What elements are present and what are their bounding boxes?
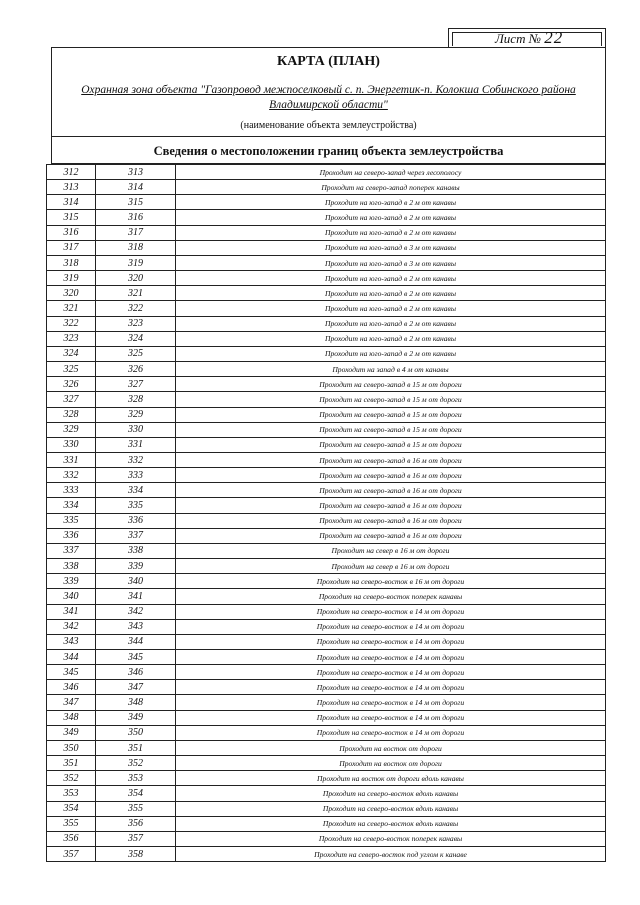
boundary-description-cell: Проходит на северо-запад в 15 м от дороги: [176, 437, 606, 452]
point-from-cell: 348: [47, 710, 96, 725]
point-from-cell: 355: [47, 816, 96, 831]
point-from-cell: 319: [47, 271, 96, 286]
point-from-cell: 339: [47, 574, 96, 589]
point-to-cell: 326: [96, 362, 176, 377]
point-to-cell: 347: [96, 680, 176, 695]
sheet-number: [495, 28, 563, 48]
boundary-description-cell: Проходит на север в 16 м от дороги: [176, 543, 606, 558]
point-from-cell: 329: [47, 422, 96, 437]
table-row: [47, 559, 605, 574]
point-from-cell: 356: [47, 831, 96, 846]
point-from-cell: 350: [47, 740, 96, 755]
table-row: [47, 528, 605, 543]
point-to-cell: 341: [96, 589, 176, 604]
table-row: [47, 574, 605, 589]
point-from-cell: 345: [47, 665, 96, 680]
boundary-description-cell: Проходит на северо-запад поперек канавы: [176, 180, 606, 195]
point-from-cell: 330: [47, 437, 96, 452]
table-row: [47, 210, 605, 225]
point-from-cell: 338: [47, 559, 96, 574]
point-to-cell: 351: [96, 740, 176, 755]
point-to-cell: 321: [96, 286, 176, 301]
boundary-description-cell: Проходит на восток от дороги вдоль канавы: [176, 771, 606, 786]
boundary-description-cell: Проходит на северо-восток поперек канавы: [176, 589, 606, 604]
page-title: КАРТА (ПЛАН): [277, 54, 380, 69]
point-from-cell: 344: [47, 650, 96, 665]
point-to-cell: 328: [96, 392, 176, 407]
document-header: [51, 47, 606, 164]
point-from-cell: 335: [47, 513, 96, 528]
point-to-cell: 342: [96, 604, 176, 619]
point-from-cell: 326: [47, 377, 96, 392]
point-to-cell: 319: [96, 255, 176, 270]
boundary-description-cell: Проходит на северо-восток в 14 м от дороги: [176, 665, 606, 680]
table-row: [47, 680, 605, 695]
boundary-table: [46, 164, 606, 862]
boundary-description-cell: Проходит на северо-запад в 16 м от дороги: [176, 483, 606, 498]
table-row: [47, 695, 605, 710]
point-to-cell: 316: [96, 210, 176, 225]
point-to-cell: 356: [96, 816, 176, 831]
point-to-cell: 346: [96, 665, 176, 680]
point-from-cell: 318: [47, 255, 96, 270]
point-to-cell: 322: [96, 301, 176, 316]
table-row: [47, 240, 605, 255]
point-to-cell: 355: [96, 801, 176, 816]
point-to-cell: 358: [96, 847, 176, 862]
boundary-description-cell: Проходит на северо-запад в 15 м от дороги: [176, 407, 606, 422]
boundary-description-cell: Проходит на юго-запад в 2 м от канавы: [176, 225, 606, 240]
sheet-number-value: 22: [544, 28, 564, 47]
point-to-cell: 349: [96, 710, 176, 725]
point-from-cell: 337: [47, 543, 96, 558]
point-to-cell: 333: [96, 468, 176, 483]
table-row: [47, 756, 605, 771]
boundary-description-cell: Проходит на восток от дороги: [176, 740, 606, 755]
boundary-description-cell: Проходит на восток от дороги: [176, 756, 606, 771]
table-row: [47, 619, 605, 634]
point-to-cell: 315: [96, 195, 176, 210]
boundary-description-cell: Проходит на северо-запад в 15 м от дороги: [176, 422, 606, 437]
boundary-table-body: [47, 165, 605, 861]
point-from-cell: 316: [47, 225, 96, 240]
point-from-cell: 336: [47, 528, 96, 543]
table-row: [47, 589, 605, 604]
point-from-cell: 354: [47, 801, 96, 816]
point-from-cell: 353: [47, 786, 96, 801]
table-row: [47, 301, 605, 316]
point-to-cell: 340: [96, 574, 176, 589]
point-to-cell: 332: [96, 452, 176, 467]
boundary-description-cell: Проходит на северо-восток в 14 м от дороги: [176, 634, 606, 649]
object-caption: (наименование объекта землеустройства): [240, 120, 417, 131]
table-row: [47, 483, 605, 498]
table-row: [47, 801, 605, 816]
point-from-cell: 328: [47, 407, 96, 422]
point-from-cell: 313: [47, 180, 96, 195]
point-from-cell: 332: [47, 468, 96, 483]
point-from-cell: 347: [47, 695, 96, 710]
boundary-description-cell: Проходит на северо-запад в 16 м от дороги: [176, 513, 606, 528]
boundary-description-cell: Проходит на северо-запад в 16 м от дороги: [176, 528, 606, 543]
boundary-description-cell: Проходит на северо-запад через лесополосу: [319, 167, 462, 177]
table-row: [47, 498, 605, 513]
boundary-description-cell: Проходит на северо-восток в 14 м от дороги: [176, 695, 606, 710]
boundary-description-cell: Проходит на юго-запад в 3 м от канавы: [176, 255, 606, 270]
point-from-cell: 341: [47, 604, 96, 619]
point-from-cell: 317: [47, 240, 96, 255]
table-row: [47, 740, 605, 755]
point-from-cell: 333: [47, 483, 96, 498]
sheet-label: Лист №: [495, 31, 541, 46]
point-to-cell: 318: [96, 240, 176, 255]
boundary-description-cell: Проходит на юго-запад в 2 м от канавы: [176, 210, 606, 225]
table-row: [47, 725, 605, 740]
table-row: [47, 771, 605, 786]
table-row: [47, 286, 605, 301]
point-to-cell: 317: [96, 225, 176, 240]
table-row: [47, 316, 605, 331]
point-to-cell: 353: [96, 771, 176, 786]
table-row: [47, 377, 605, 392]
point-to-cell: 330: [96, 422, 176, 437]
table-row: [47, 604, 605, 619]
point-to-cell: 324: [96, 331, 176, 346]
point-to-cell: 344: [96, 634, 176, 649]
point-from-cell: 312: [47, 165, 96, 180]
point-from-cell: 334: [47, 498, 96, 513]
point-to-cell: 343: [96, 619, 176, 634]
boundary-description-cell: Проходит на северо-восток в 16 м от дороги: [176, 574, 606, 589]
boundary-description-cell: Проходит на северо-восток вдоль канавы: [176, 786, 606, 801]
boundary-description-cell: Проходит на юго-запад в 2 м от канавы: [176, 301, 606, 316]
point-from-cell: 322: [47, 316, 96, 331]
point-to-cell: 345: [96, 650, 176, 665]
point-to-cell: 348: [96, 695, 176, 710]
point-from-cell: 340: [47, 589, 96, 604]
table-row: [47, 422, 605, 437]
table-row: [47, 225, 605, 240]
boundary-description-cell: Проходит на северо-восток в 14 м от дороги: [176, 650, 606, 665]
boundary-description-cell: Проходит на северо-восток в 14 м от дороги: [176, 619, 606, 634]
boundary-description-cell: Проходит на юго-запад в 2 м от канавы: [176, 346, 606, 361]
table-row: [47, 634, 605, 649]
point-from-cell: 314: [47, 195, 96, 210]
point-to-cell: 325: [96, 346, 176, 361]
point-from-cell: 346: [47, 680, 96, 695]
boundary-description-cell: Проходит на северо-восток вдоль канавы: [176, 816, 606, 831]
boundary-description-cell: Проходит на юго-запад в 2 м от канавы: [176, 286, 606, 301]
point-from-cell: 342: [47, 619, 96, 634]
table-row: [47, 437, 605, 452]
point-from-cell: 325: [47, 362, 96, 377]
table-row: [47, 271, 605, 286]
boundary-description-cell: Проходит на северо-запад в 16 м от дороги: [176, 468, 606, 483]
point-to-cell: 320: [96, 271, 176, 286]
boundary-description-cell: Проходит на северо-восток в 14 м от дороги: [176, 680, 606, 695]
table-row: [47, 468, 605, 483]
table-row: [47, 513, 605, 528]
point-from-cell: 349: [47, 725, 96, 740]
point-from-cell: 343: [47, 634, 96, 649]
table-row: [47, 362, 605, 377]
boundary-description-cell: Проходит на северо-запад в 16 м от дороги: [176, 452, 606, 467]
boundary-description-cell: Проходит на северо-восток поперек канавы: [176, 831, 606, 846]
point-to-cell: 329: [96, 407, 176, 422]
table-row: [47, 543, 605, 558]
point-to-cell: 331: [96, 437, 176, 452]
table-row: [47, 816, 605, 831]
point-to-cell: 339: [96, 559, 176, 574]
object-name: Охранная зона объекта "Газопровод межпоселковый с. п. Энергетик-п. Колокша Собинского района Владимирской области": [81, 84, 576, 111]
point-to-cell: 323: [96, 316, 176, 331]
point-to-cell: 337: [96, 528, 176, 543]
point-from-cell: 351: [47, 756, 96, 771]
boundary-description-cell: Проходит на запад в 4 м от канавы: [176, 362, 606, 377]
boundary-description-cell: Проходит на юго-запад в 3 м от канавы: [176, 240, 606, 255]
point-to-cell: 336: [96, 513, 176, 528]
table-row: [47, 407, 605, 422]
point-from-cell: 323: [47, 331, 96, 346]
sheet-number-box: [448, 28, 606, 48]
point-from-cell: 324: [47, 346, 96, 361]
table-row: [47, 710, 605, 725]
boundary-description-cell: Проходит на северо-запад в 15 м от дороги: [176, 392, 606, 407]
point-to-cell: 352: [96, 756, 176, 771]
point-to-cell: 313: [96, 165, 176, 180]
point-from-cell: 315: [47, 210, 96, 225]
boundary-description-cell: Проходит на северо-восток вдоль канавы: [176, 801, 606, 816]
table-row: [47, 165, 605, 180]
point-from-cell: 327: [47, 392, 96, 407]
table-row: [47, 195, 605, 210]
boundary-description-cell: Проходит на север в 16 м от дороги: [176, 559, 606, 574]
point-from-cell: 357: [47, 847, 96, 862]
boundary-description-cell: Проходит на юго-запад в 2 м от канавы: [176, 316, 606, 331]
boundary-description-cell: Проходит на северо-восток в 14 м от дороги: [176, 710, 606, 725]
boundary-description-cell: Проходит на юго-запад в 2 м от канавы: [176, 271, 606, 286]
point-to-cell: 327: [96, 377, 176, 392]
boundary-description-cell: Проходит на северо-восток под углом к канаве: [176, 847, 606, 862]
table-row: [47, 331, 605, 346]
point-to-cell: 314: [96, 180, 176, 195]
point-from-cell: 352: [47, 771, 96, 786]
table-row: [47, 180, 605, 195]
boundary-description-cell: Проходит на юго-запад в 2 м от канавы: [176, 195, 606, 210]
point-to-cell: 335: [96, 498, 176, 513]
point-to-cell: 357: [96, 831, 176, 846]
table-row: [47, 392, 605, 407]
boundary-description-cell: Проходит на северо-запад в 15 м от дороги: [176, 377, 606, 392]
point-to-cell: 354: [96, 786, 176, 801]
table-row: [47, 831, 605, 846]
table-row: [47, 665, 605, 680]
boundary-description-cell: Проходит на северо-восток в 14 м от дороги: [176, 725, 606, 740]
table-row: [47, 650, 605, 665]
point-to-cell: 334: [96, 483, 176, 498]
point-to-cell: 350: [96, 725, 176, 740]
boundary-description-cell: Проходит на северо-запад в 16 м от дороги: [176, 498, 606, 513]
point-from-cell: 331: [47, 452, 96, 467]
section-title: Сведения о местоположении границ объекта землеустройства: [52, 136, 605, 165]
boundary-description-cell: Проходит на северо-восток в 14 м от дороги: [176, 604, 606, 619]
point-from-cell: 321: [47, 301, 96, 316]
point-from-cell: 320: [47, 286, 96, 301]
table-row: [47, 452, 605, 467]
table-row: [47, 847, 605, 862]
table-row: [47, 786, 605, 801]
point-to-cell: 338: [96, 543, 176, 558]
table-row: [47, 255, 605, 270]
boundary-description-cell: Проходит на юго-запад в 2 м от канавы: [176, 331, 606, 346]
table-row: [47, 346, 605, 361]
